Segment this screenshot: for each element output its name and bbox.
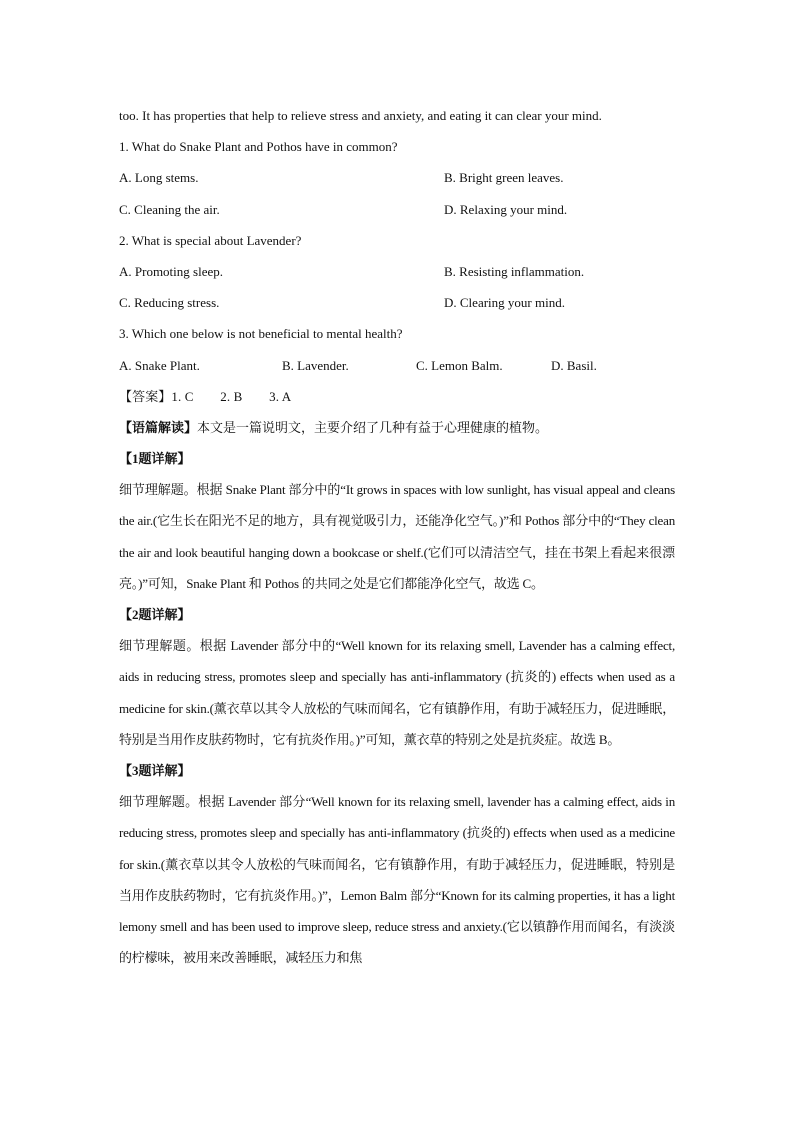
summary-text: 本文是一篇说明文，主要介绍了几种有益于心理健康的植物。 (197, 419, 549, 435)
question-2-options-row-1 (119, 256, 675, 287)
question-3-stem: 3. Which one below is not beneficial to mental health? (119, 326, 403, 342)
question-2-option-a: A. Promoting sleep. (119, 263, 223, 279)
document-page (119, 100, 675, 973)
question-3-option-b: B. Lavender. (282, 357, 349, 373)
detail-1-text: 细节理解题。根据 Snake Plant 部分中的“It grows in spaces with low sunlight, has visual appeal and cleans the air.(它生长在阳光不足的地方，具有视觉吸引力，还能净化空气。)”和 Pothos 部分中的“They clean the air and look beautiful hanging down a bookcase or shelf.(它们可以清洁空气，挂在书架上看起来很漂亮。)”可知，Snake Plant 和 Pothos 的共同之处是它们都能净化空气，故选 C。 (119, 482, 675, 591)
question-2-stem: 2. What is special about Lavender? (119, 232, 302, 248)
question-2-options-row-2 (119, 287, 675, 318)
question-3-option-c: C. Lemon Balm. (416, 357, 503, 373)
question-1-option-c: C. Cleaning the air. (119, 201, 220, 217)
question-2-option-d: D. Clearing your mind. (444, 295, 565, 311)
question-3-option-d: D. Basil. (551, 357, 597, 373)
detail-3-heading: 【3题详解】 (119, 763, 191, 779)
question-2-option-c: C. Reducing stress. (119, 295, 220, 311)
answer-key: 【答案】1. C 2. B 3. A (119, 388, 292, 404)
question-2-option-b: B. Resisting inflammation. (444, 263, 585, 279)
question-1-option-a: A. Long stems. (119, 170, 199, 186)
detail-2-text: 细节理解题。根据 Lavender 部分中的“Well known for its relaxing smell, Lavender has a calming effect, aids in reducing stress, promotes sleep and specially has anti-inflammatory (抗炎的) effects when used as a medicine for skin.(薰衣草以其令人放松的气味而闻名，它有镇静作用，有助于减轻压力，促进睡眠，特别是当用作皮肤药物时，它有抗炎作用。)”可知，薰衣草的特别之处是抗炎症。故选 B。 (119, 638, 675, 747)
intro-line: too. It has properties that help to relieve stress and anxiety, and eating it can clear your mind. (119, 108, 602, 123)
question-3-option-a: A. Snake Plant. (119, 357, 200, 373)
question-1-options-row-1 (119, 162, 675, 193)
question-1-option-d: D. Relaxing your mind. (444, 201, 568, 217)
detail-2-heading: 【2题详解】 (119, 607, 191, 623)
question-1-option-b: B. Bright green leaves. (444, 170, 564, 186)
summary-heading: 【语篇解读】 (119, 419, 198, 435)
question-1-options-row-2 (119, 194, 675, 225)
question-1-stem: 1. What do Snake Plant and Pothos have in common? (119, 139, 398, 155)
detail-3-text: 细节理解题。根据 Lavender 部分“Well known for its relaxing smell, lavender has a calming effect, aids in reducing stress, promotes sleep and specially has anti-inflammatory (抗炎的) effects when used as a medicine for skin.(薰衣草以其令人放松的气味而闻名，它有镇静作用，有助于减轻压力，促进睡眠，特别是当用作皮肤药物时，它有抗炎作用。)”，Lemon Balm 部分“Known for its calming properties, it has a light lemony smell and has been used to improve sleep, reduce stress and anxiety.(它以镇静作用而闻名，有淡淡的柠檬味，被用来改善睡眠，减轻压力和焦 (119, 794, 675, 966)
detail-1-heading: 【1题详解】 (119, 451, 191, 467)
question-3-options-row (119, 350, 675, 381)
summary-line (119, 412, 675, 443)
